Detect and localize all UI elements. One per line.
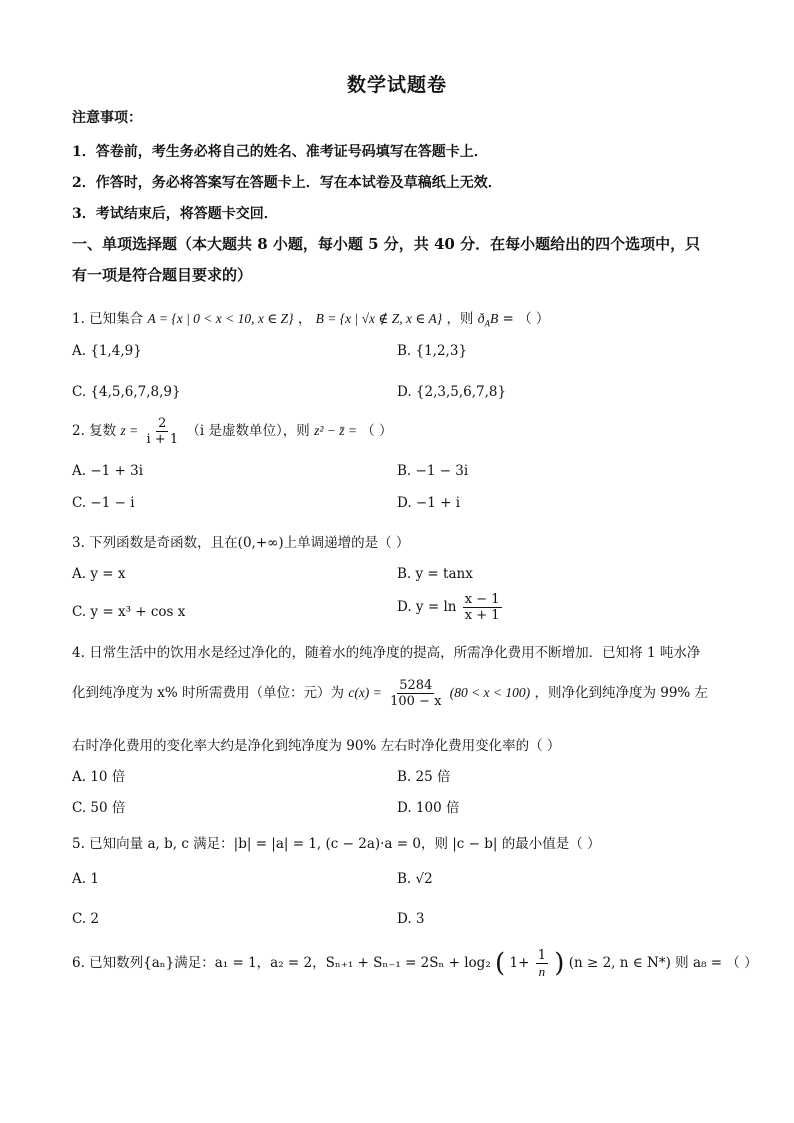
question-6 bbox=[72, 948, 758, 979]
q3-option-d-denominator: x + 1 bbox=[464, 608, 500, 623]
note-item-2: 2．作答时，务必将答案写在答题卡上．写在本试卷及草稿纸上无效． bbox=[72, 175, 502, 191]
q1-complement: $ð_AB$ bbox=[477, 311, 499, 329]
q1-end: = （ ） bbox=[502, 311, 550, 327]
q1-option-d: D. {2,3,5,6,7,8} bbox=[397, 384, 507, 400]
q4-option-a: A. 10 倍 bbox=[72, 769, 126, 785]
note-item-3: 3．考试结束后，将答题卡交回． bbox=[72, 206, 278, 222]
question-4-line-2 bbox=[72, 678, 708, 709]
q5-option-c: C. 2 bbox=[72, 911, 100, 927]
q6-paren-close: ) bbox=[554, 948, 565, 979]
section-heading-line-2: 有一项是符合题目要求的） bbox=[72, 266, 253, 284]
note-item-1: 1．答卷前，考生务必将自己的姓名、准考证号码填写在答题卡上． bbox=[72, 144, 488, 160]
q1-option-b: B. {1,2,3} bbox=[397, 343, 468, 359]
q5-option-d: D. 3 bbox=[397, 911, 425, 927]
q3-option-c: C. y = x³ + cos x bbox=[72, 604, 186, 620]
q1-suffix: ，则 bbox=[446, 311, 474, 327]
q6-paren-open: ( bbox=[495, 948, 506, 979]
q4-line2-post: ，则净化到纯净度为 99% 左 bbox=[534, 685, 709, 701]
q5-option-b: B. √2 bbox=[397, 871, 433, 887]
q2-option-c: C. −1 − i bbox=[72, 495, 135, 511]
q6-numerator: 1 bbox=[537, 948, 546, 963]
q2-numerator: 2 bbox=[158, 416, 167, 431]
q4-numerator: 5284 bbox=[399, 678, 433, 693]
question-5: 5. 已知向量 a, b, c 满足：|b| = |a| = 1, (c − 2a)·a = 0，则 |c − b| 的最小值是（ ） bbox=[72, 836, 601, 852]
q6-denominator: n bbox=[538, 964, 546, 979]
q4-function: c(x) = bbox=[348, 685, 382, 700]
q6-prefix: 6. 已知数列{aₙ}满足：a₁ = 1，a₂ = 2，Sₙ₊₁ + Sₙ₋₁ = 2Sₙ + log₂ bbox=[72, 955, 491, 971]
q1-sep: ， bbox=[297, 311, 312, 327]
q6-one-plus: 1+ bbox=[509, 955, 530, 971]
q1-prefix: 1. 已知集合 bbox=[72, 311, 144, 327]
question-2 bbox=[72, 416, 393, 447]
q2-option-a: A. −1 + 3i bbox=[72, 463, 144, 479]
section-heading-line-1: 一、单项选择题（本大题共 8 小题，每小题 5 分，共 40 分．在每小题给出的四个选项中，只 bbox=[72, 235, 701, 253]
q4-option-c: C. 50 倍 bbox=[72, 800, 126, 816]
q5-option-a: A. 1 bbox=[72, 871, 99, 887]
q3-option-d-prefix: D. y = ln bbox=[397, 599, 457, 615]
q2-end: （ ） bbox=[361, 423, 393, 439]
question-3: 3. 下列函数是奇函数，且在(0,+∞)上单调递增的是（ ） bbox=[72, 535, 410, 551]
q4-denominator: 100 − x bbox=[390, 694, 442, 709]
q3-option-b: B. y = tanx bbox=[397, 566, 473, 582]
q4-fraction bbox=[388, 678, 443, 709]
q1-option-a: A. {1,4,9} bbox=[72, 343, 142, 359]
notes-heading: 注意事项： bbox=[72, 110, 142, 126]
q3-option-d bbox=[397, 592, 504, 623]
q2-suffix: （i 是虚数单位），则 bbox=[186, 423, 310, 439]
q4-option-d: D. 100 倍 bbox=[397, 800, 460, 816]
q1-set-a: A = {x | 0 < x < 10, x ∈ Z} bbox=[147, 311, 294, 326]
question-4-line-3: 右时净化费用的变化率大约是净化到纯净度为 90% 左右时净化费用变化率的（ ） bbox=[72, 738, 561, 754]
q1-set-b: B = {x | √x ∉ Z, x ∈ A} bbox=[315, 311, 443, 326]
q3-option-a: A. y = x bbox=[72, 566, 126, 582]
question-4-line-1: 4. 日常生活中的饮用水是经过净化的，随着水的纯净度的提高，所需净化费用不断增加．已知将 1 吨水净 bbox=[72, 645, 701, 661]
q3-option-d-fraction bbox=[463, 592, 502, 623]
q4-option-b: B. 25 倍 bbox=[397, 769, 451, 785]
q4-line2-prefix: 化到纯净度为 x% 时所需费用（单位：元）为 bbox=[72, 685, 345, 701]
q2-expression: z² − z̄ = bbox=[314, 423, 357, 438]
q2-z: z = bbox=[120, 423, 139, 438]
q4-range: (80 < x < 100) bbox=[449, 685, 531, 700]
q2-option-b: B. −1 − 3i bbox=[397, 463, 469, 479]
q2-fraction bbox=[145, 416, 181, 447]
q6-fraction bbox=[536, 948, 548, 979]
q3-option-d-numerator: x − 1 bbox=[464, 592, 500, 607]
q2-prefix: 2. 复数 bbox=[72, 423, 117, 439]
page-title: 数学试题卷 bbox=[346, 74, 447, 96]
q2-option-d: D. −1 + i bbox=[397, 495, 461, 511]
q6-suffix: (n ≥ 2, n ∈ N*) 则 a₈ = （ ） bbox=[568, 955, 758, 971]
q2-denominator: i + 1 bbox=[146, 432, 179, 447]
question-1 bbox=[72, 307, 549, 329]
q1-option-c: C. {4,5,6,7,8,9} bbox=[72, 384, 181, 400]
